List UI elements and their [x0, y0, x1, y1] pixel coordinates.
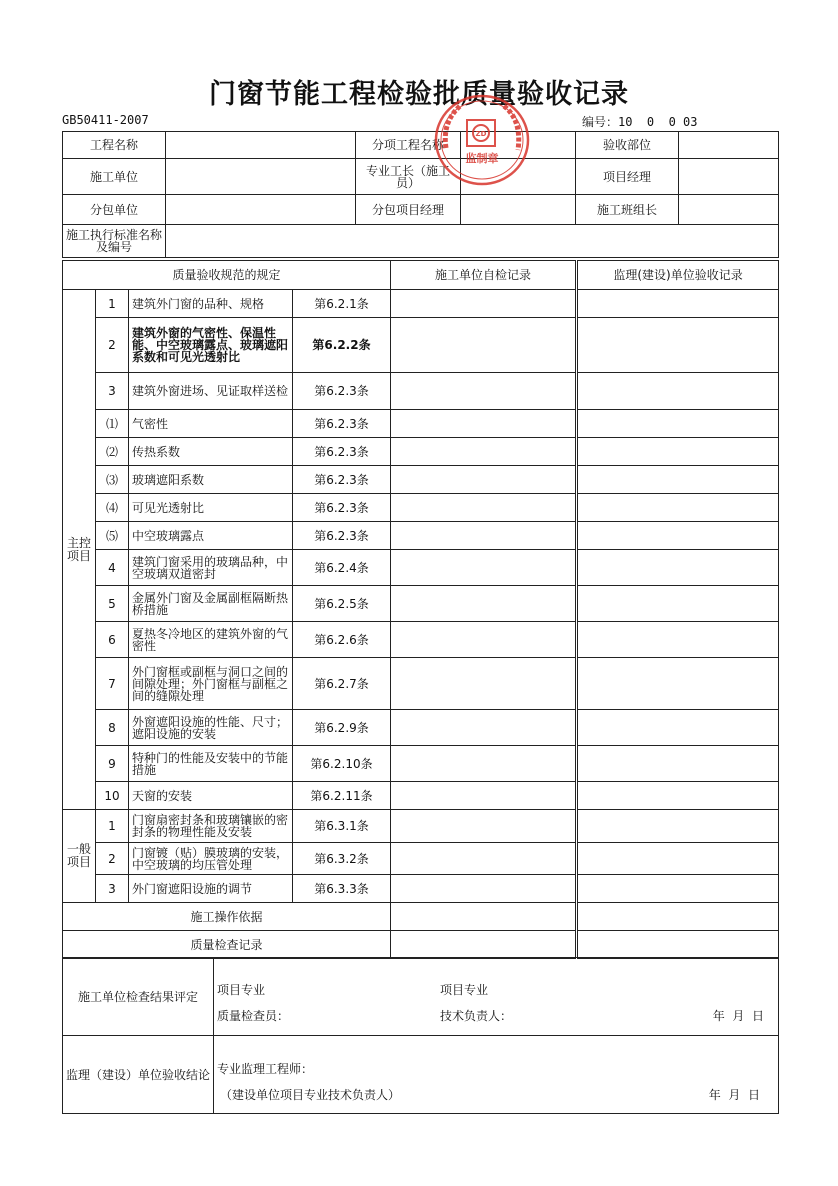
item-clause: 第6.3.1条 [293, 810, 391, 843]
operation-basis-self-check-cell[interactable] [391, 903, 577, 931]
contractor-left-line2: 质量检查员： [217, 1008, 290, 1023]
standard-name-field[interactable] [166, 225, 779, 258]
operation-basis-label: 施工操作依据 [63, 903, 391, 931]
supervisor-date: 年 月 日 [708, 1087, 760, 1102]
stamp-text: 监制章 [465, 152, 499, 165]
supervisor-line1: 专业监理工程师： [217, 1061, 314, 1076]
contractor-date: 年 月 日 [712, 1008, 764, 1023]
label-construction-unit: 施工单位 [63, 159, 166, 195]
item-description: 建筑门窗采用的玻璃品种，中空玻璃双道密封 [129, 550, 293, 586]
item-description: 建筑外门窗的品种、规格 [129, 290, 293, 318]
supervisor-eval-label: 监理（建设）单位验收结论 [63, 1036, 214, 1114]
svg-text:ZD: ZD [475, 130, 487, 138]
general-row [63, 875, 779, 903]
quality-record-supervisor-cell[interactable] [577, 931, 779, 959]
quality-record-self-check-cell[interactable] [391, 931, 577, 959]
item-description: 天窗的安装 [129, 782, 293, 810]
item-description: 夏热冬冷地区的建筑外窗的气密性 [129, 622, 293, 658]
item-clause: 第6.2.11条 [293, 782, 391, 810]
self-check-cell[interactable] [391, 466, 577, 494]
main-control-row [63, 710, 779, 746]
project-name-field[interactable] [166, 132, 356, 159]
operation-basis-row [63, 903, 779, 931]
item-clause: 第6.2.10条 [293, 746, 391, 782]
self-check-cell[interactable] [391, 746, 577, 782]
item-description: 特种门的性能及安装中的节能措施 [129, 746, 293, 782]
label-sub-project-name: 分项工程名称 [356, 132, 461, 159]
item-description: 玻璃遮阳系数 [129, 466, 293, 494]
main-control-row [63, 494, 779, 522]
self-check-cell[interactable] [391, 875, 577, 903]
supervisor-line2: （建设单位项目专业技术负责人） [220, 1087, 401, 1102]
label-project-name: 工程名称 [63, 132, 166, 159]
supervisor-record-cell[interactable] [577, 746, 779, 782]
supervisor-record-cell[interactable] [577, 438, 779, 466]
self-check-cell[interactable] [391, 318, 577, 373]
serial-number: 编号：10 0 0 03 [582, 115, 698, 129]
label-acceptance-part: 验收部位 [576, 132, 679, 159]
item-description: 中空玻璃露点 [129, 522, 293, 550]
main-control-category-label: 主控项目 [63, 290, 96, 810]
supervisor-record-cell[interactable] [577, 410, 779, 438]
self-check-cell[interactable] [391, 494, 577, 522]
self-check-cell[interactable] [391, 810, 577, 843]
item-description: 气密性 [129, 410, 293, 438]
item-number: ⑵ [96, 438, 129, 466]
quality-record-label: 质量检查记录 [63, 931, 391, 959]
main-control-row [63, 410, 779, 438]
general-category-label: 一般项目 [63, 810, 96, 903]
subcontract-pm-field[interactable] [461, 195, 576, 225]
self-check-cell[interactable] [391, 550, 577, 586]
self-check-cell[interactable] [391, 410, 577, 438]
supervisor-record-cell[interactable] [577, 586, 779, 622]
supervisor-record-cell[interactable] [577, 782, 779, 810]
item-description: 建筑外窗进场、见证取样送检 [129, 373, 293, 410]
item-number: ⑶ [96, 466, 129, 494]
main-control-row [63, 782, 779, 810]
contractor-eval-label: 施工单位检查结果评定 [63, 958, 214, 1036]
item-number: ⑴ [96, 410, 129, 438]
item-number: 10 [96, 782, 129, 810]
item-clause: 第6.2.1条 [293, 290, 391, 318]
project-info-table [62, 131, 779, 258]
evaluation-table [62, 957, 779, 1114]
item-description: 门窗镀（贴）膜玻璃的安装，中空玻璃的均压管处理 [129, 843, 293, 875]
label-standard-name: 施工执行标准名称及编号 [63, 225, 166, 258]
contractor-right-line2: 技术负责人： [440, 1008, 513, 1023]
contractor-right-line1: 项目专业 [440, 982, 489, 997]
item-number: 2 [96, 318, 129, 373]
item-number: 7 [96, 658, 129, 710]
standard-code: GB50411-2007 [62, 113, 149, 127]
construction-unit-field[interactable] [166, 159, 356, 195]
item-clause: 第6.3.2条 [293, 843, 391, 875]
item-description: 外门窗遮阳设施的调节 [129, 875, 293, 903]
supervisor-record-cell[interactable] [577, 843, 779, 875]
item-clause: 第6.3.3条 [293, 875, 391, 903]
self-check-cell[interactable] [391, 622, 577, 658]
self-check-cell[interactable] [391, 438, 577, 466]
main-control-row [63, 586, 779, 622]
item-clause: 第6.2.4条 [293, 550, 391, 586]
item-number: 6 [96, 622, 129, 658]
item-clause: 第6.2.3条 [293, 438, 391, 466]
foreman-field[interactable] [461, 159, 576, 195]
self-check-cell[interactable] [391, 522, 577, 550]
self-check-cell[interactable] [391, 373, 577, 410]
item-number: 4 [96, 550, 129, 586]
item-clause: 第6.2.9条 [293, 710, 391, 746]
label-foreman: 专业工长（施工员） [356, 159, 461, 195]
general-row [63, 810, 779, 843]
general-row [63, 843, 779, 875]
label-team-leader: 施工班组长 [576, 195, 679, 225]
label-subcontract-pm: 分包项目经理 [356, 195, 461, 225]
item-number: 2 [96, 843, 129, 875]
item-description: 建筑外窗的气密性、保温性能、中空玻璃露点、玻璃遮阳系数和可见光透射比 [129, 318, 293, 373]
self-check-cell[interactable] [391, 290, 577, 318]
item-description: 门窗扇密封条和玻璃镶嵌的密封条的物理性能及安装 [129, 810, 293, 843]
supervisor-record-cell[interactable] [577, 494, 779, 522]
supervisor-eval-content[interactable] [214, 1036, 779, 1114]
main-control-row [63, 746, 779, 782]
supervisor-record-cell[interactable] [577, 318, 779, 373]
contractor-left-line1: 项目专业 [217, 982, 266, 997]
team-leader-field[interactable] [679, 195, 779, 225]
self-check-cell[interactable] [391, 782, 577, 810]
contractor-eval-content[interactable] [214, 958, 779, 1036]
item-clause: 第6.2.2条 [293, 318, 391, 373]
sub-project-name-field[interactable] [461, 132, 576, 159]
main-control-row [63, 373, 779, 410]
label-project-manager: 项目经理 [576, 159, 679, 195]
supervisor-record-cell[interactable] [577, 810, 779, 843]
main-control-row [63, 318, 779, 373]
self-check-cell[interactable] [391, 843, 577, 875]
project-manager-field[interactable] [679, 159, 779, 195]
supervisor-record-cell[interactable] [577, 373, 779, 410]
column-header-spec: 质量验收规范的规定 [63, 261, 391, 290]
main-control-row [63, 550, 779, 586]
operation-basis-supervisor-cell[interactable] [577, 903, 779, 931]
item-clause: 第6.2.3条 [293, 494, 391, 522]
main-control-row [63, 522, 779, 550]
self-check-cell[interactable] [391, 710, 577, 746]
item-clause: 第6.2.7条 [293, 658, 391, 710]
column-header-self-check: 施工单位自检记录 [391, 261, 577, 290]
item-number: 3 [96, 875, 129, 903]
supervisor-record-cell[interactable] [577, 522, 779, 550]
subcontract-unit-field[interactable] [166, 195, 356, 225]
supervisor-record-cell[interactable] [577, 290, 779, 318]
item-number: 8 [96, 710, 129, 746]
main-control-row [63, 290, 779, 318]
self-check-cell[interactable] [391, 586, 577, 622]
quality-record-row [63, 931, 779, 959]
label-subcontract-unit: 分包单位 [63, 195, 166, 225]
item-number: 5 [96, 586, 129, 622]
main-control-row [63, 466, 779, 494]
item-number: 9 [96, 746, 129, 782]
self-check-cell[interactable] [391, 658, 577, 710]
main-control-row [63, 438, 779, 466]
item-description: 可见光透射比 [129, 494, 293, 522]
item-number: ⑷ [96, 494, 129, 522]
item-number: ⑸ [96, 522, 129, 550]
item-clause: 第6.2.3条 [293, 373, 391, 410]
item-clause: 第6.2.5条 [293, 586, 391, 622]
item-number: 1 [96, 290, 129, 318]
supervisor-record-cell[interactable] [577, 550, 779, 586]
supervisor-record-cell[interactable] [577, 466, 779, 494]
item-clause: 第6.2.3条 [293, 466, 391, 494]
item-description: 外门窗框或副框与洞口之间的间隙处理；外门窗框与副框之间的缝隙处理 [129, 658, 293, 710]
main-control-row [63, 658, 779, 710]
supervisor-record-cell[interactable] [577, 710, 779, 746]
item-description: 外窗遮阳设施的性能、尺寸；遮阳设施的安装 [129, 710, 293, 746]
supervisor-record-cell[interactable] [577, 875, 779, 903]
item-description: 传热系数 [129, 438, 293, 466]
item-number: 1 [96, 810, 129, 843]
supervisor-record-cell[interactable] [577, 622, 779, 658]
supervisor-record-cell[interactable] [577, 658, 779, 710]
item-clause: 第6.2.6条 [293, 622, 391, 658]
column-header-supervisor: 监理(建设)单位验收记录 [577, 261, 779, 290]
item-number: 3 [96, 373, 129, 410]
item-description: 金属外门窗及金属副框隔断热桥措施 [129, 586, 293, 622]
inspection-items-table [62, 260, 779, 959]
item-clause: 第6.2.3条 [293, 522, 391, 550]
main-control-row [63, 622, 779, 658]
acceptance-part-field[interactable] [679, 132, 779, 159]
form-title: 门窗节能工程检验批质量验收记录 [209, 79, 629, 110]
item-clause: 第6.2.3条 [293, 410, 391, 438]
